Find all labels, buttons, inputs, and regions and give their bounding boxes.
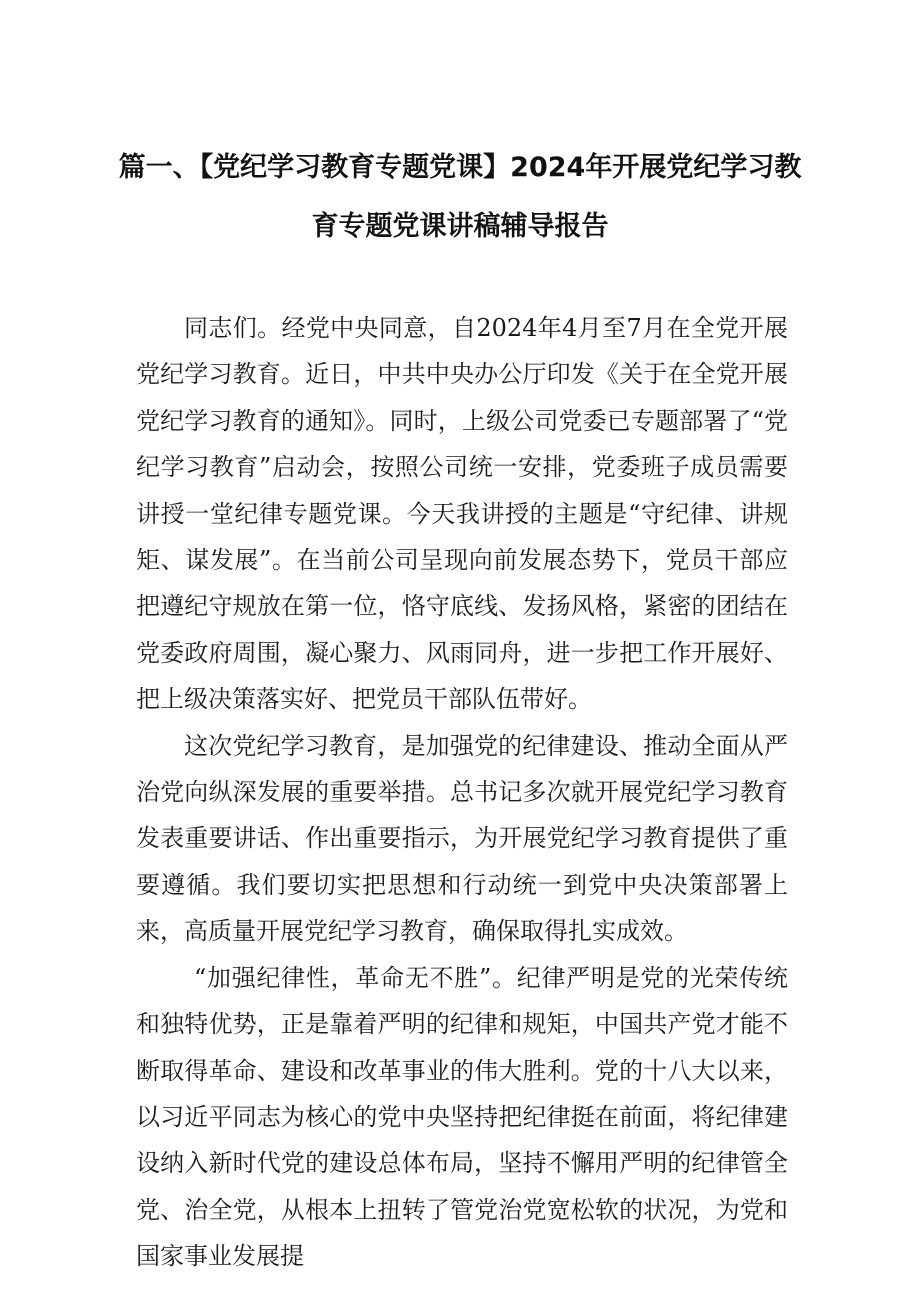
paragraph-2: 这次党纪学习教育，是加强党的纪律建设、推动全面从严治党向纵深发展的重要举措。总书记多次就开展党纪学习教育发表重要讲话、作出重要指示，为开展党纪学习教育提供了重要遵循。我们要切实把思想和行动统一到党中央决策部署上来，高质量开展党纪学习教育，确保取得扎实成效。: [136, 731, 788, 946]
paragraph-3: “加强纪律性，革命无不胜”。纪律严明是党的光荣传统和独特优势，正是靠着严明的纪律和规矩，中国共产党才能不断取得革命、建设和改革事业的伟大胜利。党的十八大以来，以习近平同志为核心的党中央坚持把纪律挺在前面，将纪律建设纳入新时代党的建设总体布局，坚持不懈用严明的纪律管全党、治全党，从根本上扭转了管党治党宽松软的状况，为党和国家事业发展提: [136, 963, 788, 1271]
document-title-line-2: 育专题党课讲稿辅导报告: [311, 211, 609, 242]
document-title-line-1: 篇一、【党纪学习教育专题党课】2024年开展党纪学习教: [118, 152, 802, 183]
document-body: [136, 305, 788, 1280]
paragraph-1: 同志们。经党中央同意，自2024年4月至7月在全党开展党纪学习教育。近日，中共中央办公厅印发《关于在全党开展党纪学习教育的通知》。同时，上级公司党委已专题部署了“党纪学习教育”启动会，按照公司统一安排，党委班子成员需要讲授一堂纪律专题党课。今天我讲授的主题是“守纪律、讲规矩、谋发展”。在当前公司呈现向前发展态势下，党员干部应把遵纪守规放在第一位，恪守底线、发扬风格，紧密的团结在党委政府周围，凝心聚力、风雨同舟，进一步把工作开展好、把上级决策落实好、把党员干部队伍带好。: [136, 314, 788, 714]
